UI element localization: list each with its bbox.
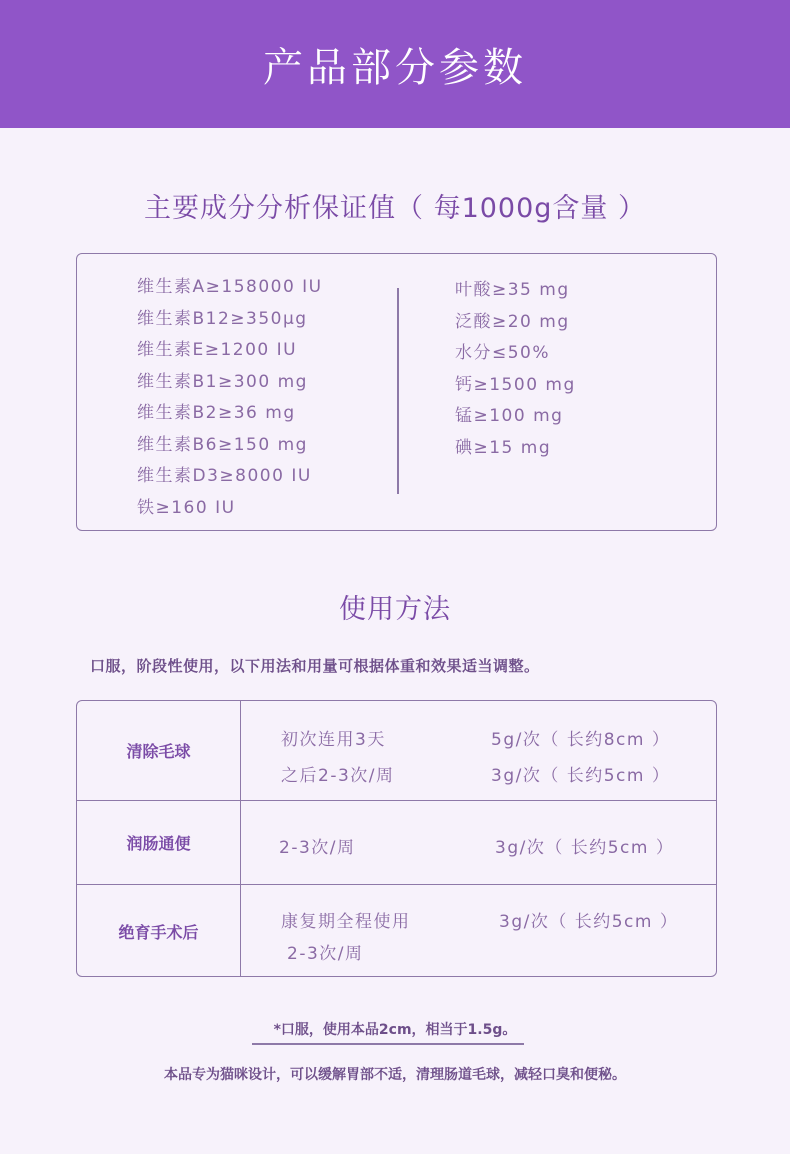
usage-row-label: 绝育手术后 <box>77 885 241 977</box>
nutrient-item: 维生素B12≥350μg <box>137 308 308 329</box>
usage-title: 使用方法 <box>339 594 451 625</box>
page-title: 产品部分参数 <box>263 44 527 91</box>
usage-dose: 3g/次（ 长约5cm ） <box>495 838 675 858</box>
usage-intro: 口服，阶段性使用，以下用法和用量可根据体重和效果适当调整。 <box>90 657 540 675</box>
product-description: 本品专为猫咪设计，可以缓解胃部不适，清理肠道毛球，减轻口臭和便秘。 <box>164 1067 626 1083</box>
nutrient-item: 钙≥1500 mg <box>455 374 576 395</box>
usage-row-hairball <box>77 701 716 801</box>
usage-dose: 3g/次（ 长约5cm ） <box>491 766 671 786</box>
dose-note: *口服，使用本品2cm，相当于1.5g。 <box>273 1022 517 1038</box>
usage-step: 2-3次/周 <box>279 838 356 858</box>
nutrient-list-left <box>137 272 323 524</box>
usage-step: 之后2-3次/周 <box>281 766 395 786</box>
header-banner <box>0 0 790 128</box>
usage-dose: 5g/次（ 长约8cm ） <box>491 730 671 750</box>
usage-step: 2-3次/周 <box>287 944 364 964</box>
column-divider <box>397 288 399 494</box>
nutrient-item: 铁≥160 IU <box>137 497 236 518</box>
nutrient-item: 泛酸≥20 mg <box>455 311 570 332</box>
usage-step: 初次连用3天 <box>281 730 386 750</box>
nutrient-item: 锰≥100 mg <box>455 406 564 426</box>
usage-step: 康复期全程使用 <box>281 912 411 932</box>
nutrient-item: 维生素B2≥36 mg <box>137 403 296 423</box>
analysis-title: 主要成分分析保证值（ 每1000g含量 ） <box>143 193 647 224</box>
usage-row-post-surgery <box>77 885 716 977</box>
nutrient-item: 叶酸≥35 mg <box>455 280 570 300</box>
nutrient-item: 维生素D3≥8000 IU <box>137 466 312 486</box>
usage-row-laxative <box>77 801 716 885</box>
usage-table <box>76 700 717 977</box>
nutrient-list-right <box>455 275 576 464</box>
nutrient-item: 碘≥15 mg <box>455 437 552 458</box>
nutrient-item: 维生素B1≥300 mg <box>137 371 308 392</box>
usage-row-label: 清除毛球 <box>77 701 241 800</box>
nutrient-box <box>76 253 717 531</box>
nutrient-item: 维生素B6≥150 mg <box>137 434 308 455</box>
note-underline <box>252 1043 524 1045</box>
usage-dose: 3g/次（ 长约5cm ） <box>499 912 679 932</box>
usage-row-label: 润肠通便 <box>77 801 241 884</box>
nutrient-item: 水分≤50% <box>455 343 551 363</box>
nutrient-item: 维生素A≥158000 IU <box>137 277 323 297</box>
nutrient-item: 维生素E≥1200 IU <box>137 340 298 360</box>
